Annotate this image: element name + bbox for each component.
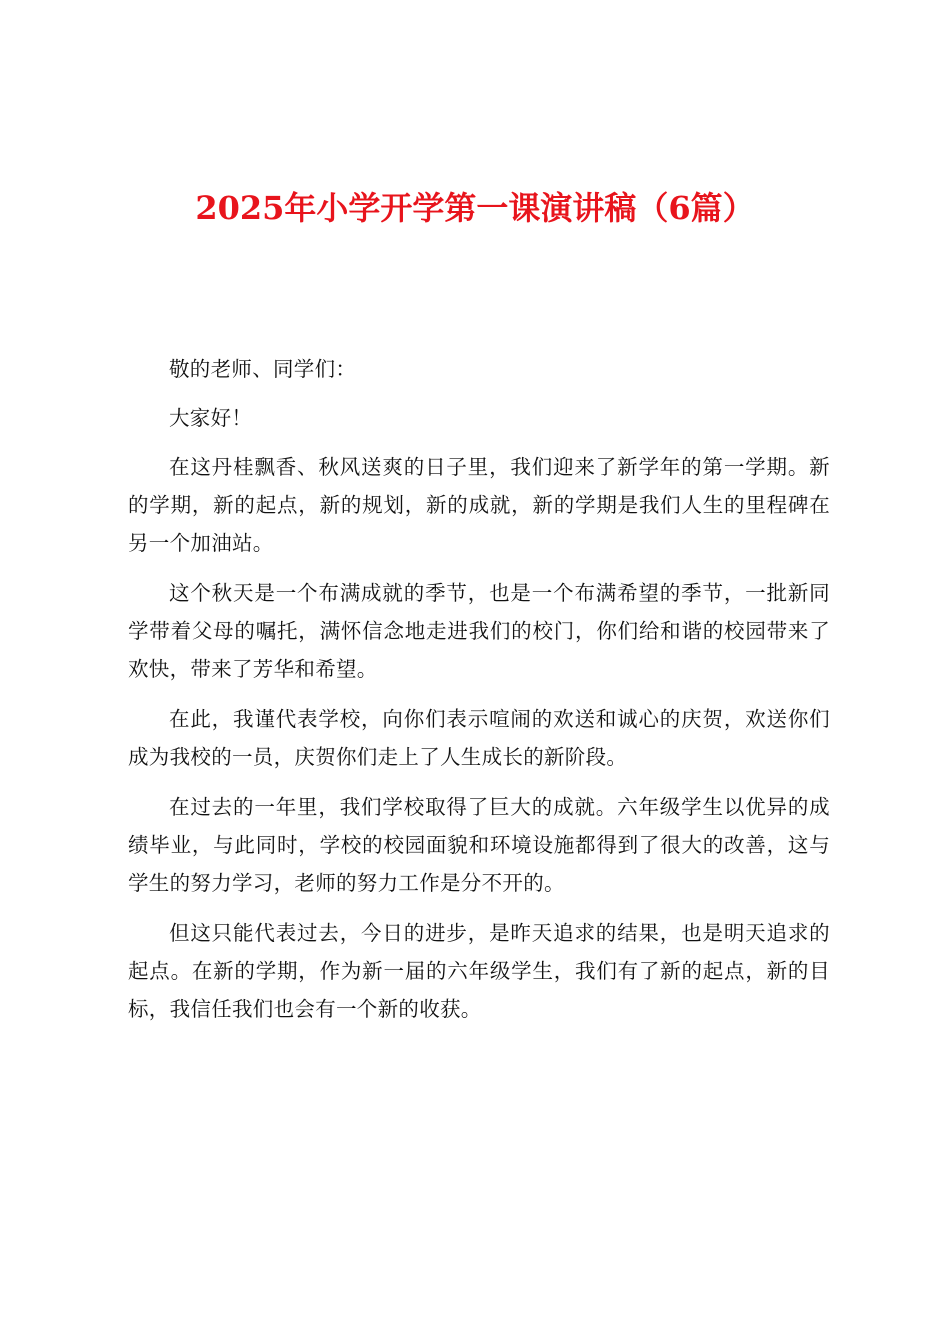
document-title: 2025年小学开学第一课演讲稿（6篇） xyxy=(195,189,755,227)
body-paragraph: 但这只能代表过去，今日的进步，是昨天追求的结果，也是明天追求的起点。在新的学期，作为新一届的六年级学生，我们有了新的起点，新的目标，我信任我们也会有一个新的收获。 xyxy=(128,921,830,1021)
body-paragraph: 在这丹桂飘香、秋风送爽的日子里，我们迎来了新学年的第一学期。新的学期，新的起点，新的规划，新的成就，新的学期是我们人生的里程碑在另一个加油站。 xyxy=(128,455,830,555)
greeting-paragraph: 大家好！ xyxy=(169,406,253,430)
body-paragraph: 这个秋天是一个布满成就的季节，也是一个布满希望的季节，一批新同学带着父母的嘱托，满怀信念地走进我们的校门，你们给和谐的校园带来了欢快，带来了芳华和希望。 xyxy=(128,581,830,681)
body-paragraph: 在过去的一年里，我们学校取得了巨大的成就。六年级学生以优异的成绩毕业，与此同时，学校的校园面貌和环境设施都得到了很大的改善，这与学生的努力学习，老师的努力工作是分不开的。 xyxy=(128,795,830,895)
body-paragraph: 在此，我谨代表学校，向你们表示喧闹的欢送和诚心的庆贺，欢送你们成为我校的一员，庆贺你们走上了人生成长的新阶段。 xyxy=(128,707,830,769)
salutation-paragraph: 敬的老师、同学们： xyxy=(169,357,357,381)
document-body xyxy=(128,350,830,1040)
